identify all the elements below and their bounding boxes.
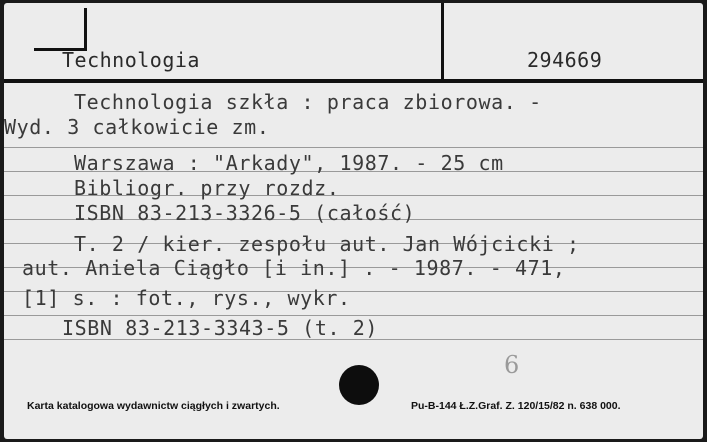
card-footer-right: Pu-B-144 Ł.Z.Graf. Z. 120/15/82 n. 638 000.	[411, 400, 621, 412]
entry-line-isbn-set: ISBN 83-213-3326-5 (całość)	[74, 201, 416, 225]
entry-line-volume: T. 2 / kier. zespołu aut. Jan Wójcicki ;	[74, 232, 580, 256]
punch-hole	[339, 365, 379, 405]
call-number: 294669	[527, 48, 603, 72]
entry-line-imprint: Warszawa : "Arkady", 1987. - 25 cm	[74, 151, 504, 175]
entry-line-isbn-volume: ISBN 83-213-3343-5 (t. 2)	[62, 316, 379, 340]
ruled-line	[4, 147, 703, 148]
entry-line-title: Technologia szkła : praca zbiorowa. -	[74, 90, 542, 114]
subject-heading: Technologia	[62, 48, 200, 72]
header-rule	[4, 79, 703, 83]
entry-line-bibliography: Bibliogr. przy rozdz.	[74, 176, 340, 200]
header-divider	[441, 3, 444, 79]
entry-line-edition: Wyd. 3 całkowicie zm.	[4, 115, 270, 139]
handwritten-note: 6	[504, 351, 520, 379]
corner-mark	[34, 8, 87, 51]
catalog-card	[4, 3, 703, 439]
entry-line-pages: [1] s. : fot., rys., wykr.	[22, 286, 351, 310]
entry-line-authors: aut. Aniela Ciągło [i in.] . - 1987. - 471,	[22, 256, 566, 280]
card-footer-left: Karta katalogowa wydawnictw ciągłych i zwartych.	[27, 400, 280, 412]
